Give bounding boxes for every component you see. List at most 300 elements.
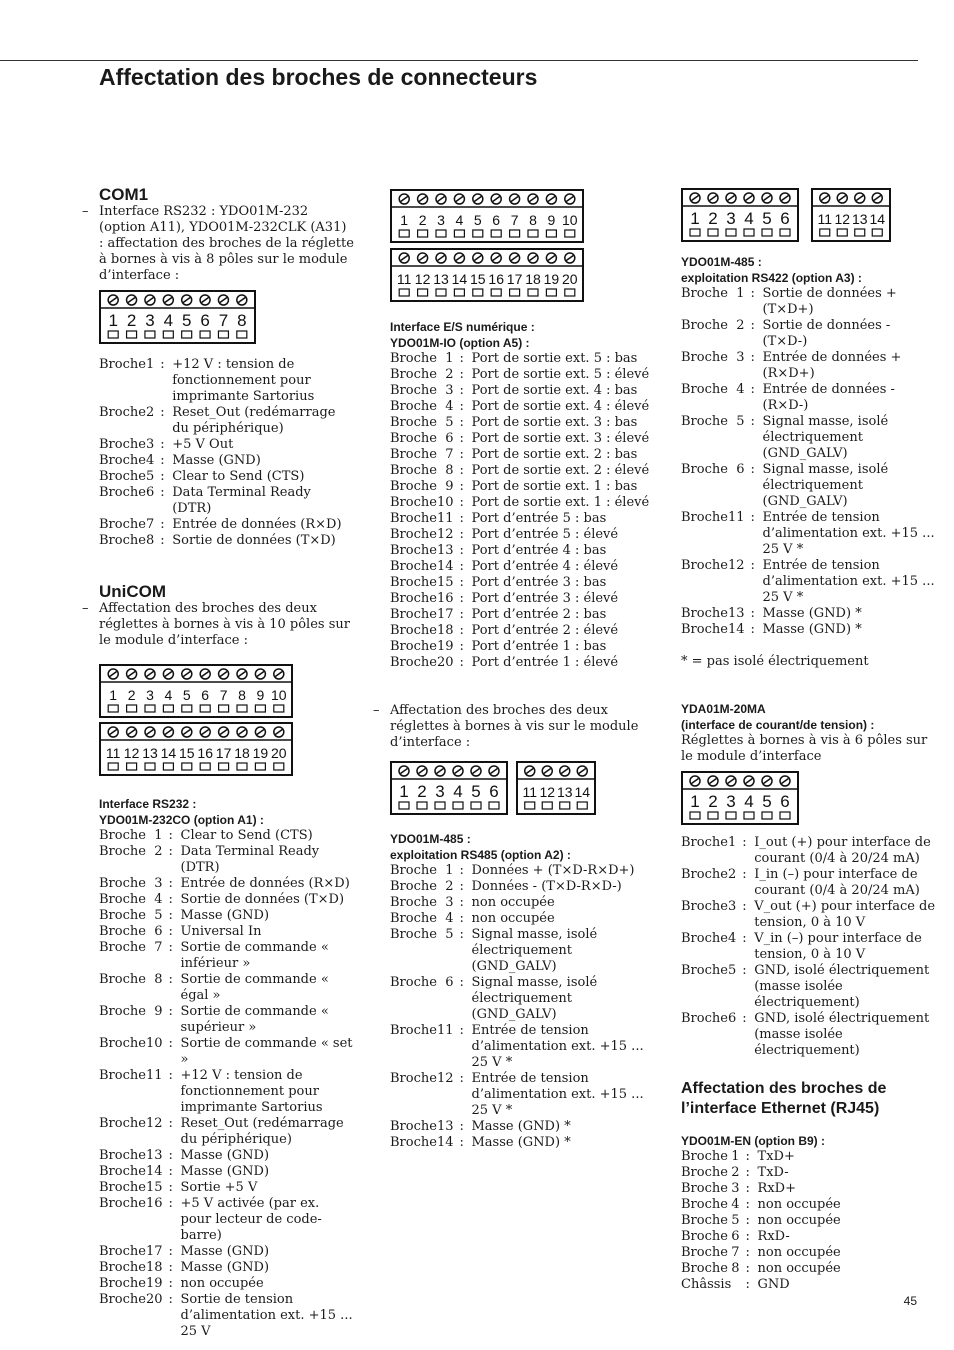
pin-row	[681, 558, 939, 606]
page-number: 45	[903, 1294, 917, 1308]
pin-description: Sortie de commande « supérieur »	[180, 1004, 329, 1035]
pin-row	[390, 895, 650, 911]
pin-number: 1	[445, 351, 454, 366]
pin-description: Clear to Send (CTS)	[180, 828, 313, 843]
pin-number: 1	[731, 1149, 740, 1164]
pin-row	[681, 867, 939, 899]
pin-word: Broche	[99, 940, 146, 955]
terminal-label: 3	[435, 782, 445, 801]
pin-word: Broche	[390, 351, 437, 366]
pin-description: Port de sortie ext. 2 : bas	[471, 447, 638, 462]
pin-colon: :	[750, 414, 755, 429]
pin-colon: :	[168, 1196, 173, 1211]
pin-colon: :	[750, 382, 755, 397]
pin-word: Broche	[390, 911, 437, 926]
terminal-label: 2	[126, 311, 137, 330]
pin-number: 16	[145, 1196, 163, 1211]
pin-colon: :	[745, 1197, 750, 1212]
terminal-label: 13	[556, 784, 573, 800]
pin-row	[99, 1148, 354, 1164]
pin-row	[99, 1116, 354, 1148]
pin-colon: :	[459, 415, 464, 430]
pin-number: 6	[154, 924, 163, 939]
pin-row	[99, 1004, 354, 1036]
pin-word: Broche	[390, 431, 437, 446]
terminal-label: 14	[869, 211, 886, 227]
pin-word: Broche	[99, 469, 146, 484]
pin-colon: :	[168, 1260, 173, 1275]
pin-row	[99, 1164, 354, 1180]
pin-word: Broche	[390, 367, 437, 382]
terminal-label: 18	[234, 745, 250, 761]
pin-number: 11	[145, 1068, 163, 1083]
pin-row	[681, 1197, 841, 1213]
pin-description: Port de sortie ext. 5 : élevé	[471, 367, 650, 382]
pin-number: 2	[731, 1165, 740, 1180]
pin-word: Broche	[99, 892, 146, 907]
pin-colon: :	[168, 876, 173, 891]
terminal-label: 19	[543, 271, 560, 287]
pin-colon: :	[168, 1180, 173, 1195]
pin-row	[390, 463, 649, 479]
rs422-subtitle-1: YDO01M-485 :	[681, 255, 762, 269]
pin-word: Broche	[390, 863, 437, 878]
pin-colon: :	[745, 1165, 750, 1180]
pin-description: Masse (GND)	[180, 1244, 270, 1259]
terminal-label: 16	[197, 745, 213, 761]
com1-pin-table	[99, 357, 354, 549]
pin-colon: :	[168, 1116, 173, 1131]
pin-word: Broche	[99, 908, 146, 923]
pin-description: Port de sortie ext. 5 : bas	[471, 351, 638, 366]
pin-row	[390, 431, 649, 447]
column-left	[99, 185, 354, 1340]
pin-number: 11	[727, 510, 745, 525]
rs485-connectors	[390, 761, 650, 815]
pin-word: Broche	[99, 1276, 146, 1291]
pin-description: +12 V : tension de fonctionnement pour imprimante Sartorius	[180, 1068, 323, 1115]
terminal-label: 3	[145, 311, 155, 330]
pin-description: Entrée de tension d’alimentation ext. +15 ... 25 V *	[471, 1023, 644, 1070]
pin-row	[390, 1119, 650, 1135]
yda-connector-diagram	[681, 771, 799, 825]
unicom-title: UniCOM	[99, 582, 167, 601]
pin-colon: :	[750, 462, 755, 477]
pin-colon: :	[459, 1023, 464, 1038]
pin-row	[99, 1180, 354, 1196]
pin-row	[681, 963, 939, 1011]
pin-row	[390, 607, 649, 623]
pin-row	[681, 899, 939, 931]
pin-description: I_in (–) pour interface de courant (0/4 à 20/24 mA)	[754, 867, 920, 898]
pin-word: Broche	[390, 415, 437, 430]
pin-colon: :	[160, 517, 165, 532]
pin-word: Broche	[99, 405, 146, 420]
pin-row	[681, 382, 939, 414]
terminal-label: 6	[489, 782, 499, 801]
pin-description: Entrée de données (R×D)	[180, 876, 350, 891]
terminal-label: 8	[238, 687, 246, 703]
pin-word: Broche	[99, 357, 146, 372]
pin-row	[99, 844, 354, 876]
pin-word: Broche	[681, 1181, 728, 1196]
com1-intro: – Interface RS232 : YDO01M-232 (option A11), YDO01M-232CLK (A31) : affectation des broches de la réglette à bornes à vis à 8 pôles sur le module d’interface :	[99, 204, 354, 284]
terminal-label: 5	[181, 311, 192, 330]
pin-colon: :	[160, 485, 165, 500]
terminal-label: 6	[780, 209, 790, 228]
pin-row	[99, 485, 354, 517]
pin-row	[390, 383, 649, 399]
pin-number: 14	[727, 622, 745, 637]
pin-number: 13	[145, 1148, 163, 1163]
unicom-pin-table	[99, 828, 354, 1340]
pin-row	[390, 639, 649, 655]
pin-colon: :	[459, 655, 464, 670]
pin-word: Broche	[390, 511, 437, 526]
pin-number: 9	[445, 479, 454, 494]
pin-number: 7	[145, 517, 155, 532]
terminal-label: 8	[529, 212, 537, 228]
pin-row	[681, 510, 939, 558]
terminal-label: 9	[256, 687, 265, 703]
pin-row	[681, 1261, 841, 1277]
pin-word: Broche	[681, 1261, 728, 1276]
terminal-label: 2	[418, 212, 427, 228]
pin-number: 17	[436, 607, 454, 622]
terminal-label: 5	[473, 212, 482, 228]
pin-number: 3	[736, 350, 745, 365]
terminal-label: 12	[123, 745, 140, 761]
pin-description: Port d’entrée 2 : bas	[471, 607, 607, 622]
pin-word: Broche	[99, 437, 146, 452]
pin-colon: :	[168, 1036, 173, 1051]
rs422-subtitle-2: exploitation RS422 (option A3) :	[681, 271, 862, 285]
yda-subtitle-1: YDA01M-20MA	[681, 702, 766, 716]
pin-colon: :	[459, 495, 464, 510]
rs422-connectors	[681, 188, 939, 242]
unicom-connector-1-10	[99, 664, 295, 718]
pin-colon: :	[745, 1213, 750, 1228]
pin-row	[99, 876, 354, 892]
pin-row	[390, 495, 649, 511]
pin-description: +5 V Out	[172, 437, 234, 452]
pin-number: 14	[436, 559, 454, 574]
pin-word: Broche	[99, 1244, 146, 1259]
pin-description: Sortie de commande « égal »	[180, 972, 329, 1003]
pin-description: Sortie +5 V	[180, 1180, 258, 1195]
pin-word: Broche	[99, 533, 146, 548]
pin-word: Broche	[681, 318, 728, 333]
pin-row	[390, 447, 649, 463]
pin-row	[390, 975, 650, 1023]
terminal-label: 1	[108, 311, 118, 330]
pin-number: 13	[436, 543, 454, 558]
terminal-label: 1	[690, 209, 700, 228]
pin-description: Signal masse, isolé électriquement (GND_GALV)	[762, 414, 889, 461]
pin-colon: :	[168, 1244, 173, 1259]
terminal-label: 9	[547, 212, 556, 228]
pin-row	[681, 1213, 841, 1229]
pin-colon: :	[459, 1135, 464, 1150]
pin-word: Broche	[390, 895, 437, 910]
pin-description: non occupée	[471, 911, 555, 926]
pin-number: 20	[436, 655, 454, 670]
pin-colon: :	[742, 899, 747, 914]
pin-description: Données - (T×D-R×D-)	[471, 879, 622, 894]
pin-colon: :	[750, 510, 755, 525]
terminal-label: 12	[414, 271, 431, 287]
pin-number: 8	[154, 972, 163, 987]
terminal-label: 12	[539, 784, 556, 800]
terminal-label: 5	[471, 782, 481, 801]
pin-description: GND	[757, 1277, 790, 1292]
pin-colon: :	[459, 639, 464, 654]
pin-description: I_out (+) pour interface de courant (0/4 à 20/24 mA)	[754, 835, 931, 866]
terminal-label: 1	[399, 782, 409, 801]
pin-number: 3	[731, 1181, 740, 1196]
pin-colon: :	[459, 543, 464, 558]
pin-number: 6	[727, 1011, 737, 1026]
pin-description: Entrée de tension d’alimentation ext. +15 ... 25 V *	[762, 510, 935, 557]
pin-colon: :	[160, 533, 165, 548]
terminal-label: 5	[762, 209, 772, 228]
pin-number: 20	[145, 1292, 163, 1307]
pin-word: Broche	[390, 399, 437, 414]
terminal-label: 4	[453, 782, 463, 801]
pin-colon: :	[459, 479, 464, 494]
pin-word: Broche	[99, 1260, 146, 1275]
pin-number: 9	[154, 1004, 163, 1019]
pin-description: V_out (+) pour interface de tension, 0 à 10 V	[754, 899, 936, 930]
header-rule	[0, 60, 918, 61]
terminal-label: 1	[109, 687, 118, 703]
terminal-label: 11	[817, 211, 833, 227]
pin-row	[99, 533, 354, 549]
pin-row	[99, 908, 354, 924]
pin-colon: :	[168, 1292, 173, 1307]
pin-number: 5	[445, 415, 454, 430]
pin-row	[390, 559, 649, 575]
pin-description: Port d’entrée 1 : bas	[471, 639, 607, 654]
pin-description: Signal masse, isolé électriquement (GND_GALV)	[471, 927, 598, 974]
terminal-block-frame	[100, 291, 255, 343]
pin-word: Broche	[681, 414, 728, 429]
pin-word: Broche	[390, 559, 437, 574]
pin-word: Châssis	[681, 1277, 732, 1292]
pin-description: Port d’entrée 4 : bas	[471, 543, 607, 558]
pin-colon: :	[459, 559, 464, 574]
pin-word: Broche	[99, 453, 146, 468]
pin-row	[99, 1196, 354, 1244]
pin-colon: :	[160, 469, 165, 484]
pin-row	[390, 1071, 650, 1119]
terminal-label: 5	[762, 792, 772, 811]
pin-colon: :	[168, 972, 173, 987]
pin-colon: :	[160, 437, 165, 452]
pin-row	[681, 414, 939, 462]
terminal-label: 12	[834, 211, 851, 227]
pin-colon: :	[750, 350, 755, 365]
pin-word: Broche	[99, 517, 146, 532]
pin-word: Broche	[99, 924, 146, 939]
pin-colon: :	[750, 606, 755, 621]
pin-number: 4	[445, 399, 454, 414]
terminal-label: 3	[146, 687, 154, 703]
pin-description: Port d’entrée 5 : bas	[471, 511, 607, 526]
pin-row	[390, 367, 649, 383]
pin-description: Signal masse, isolé électriquement (GND_GALV)	[762, 462, 889, 509]
pin-number: 5	[154, 908, 163, 923]
terminal-label: 13	[142, 745, 158, 761]
pin-word: Broche	[390, 447, 437, 462]
pin-colon: :	[742, 963, 747, 978]
pin-colon: :	[168, 940, 173, 955]
pin-number: 16	[436, 591, 454, 606]
pin-description: Reset_Out (redémarrage du périphérique)	[172, 405, 336, 436]
pin-row	[681, 931, 939, 963]
pin-row	[681, 1011, 939, 1059]
terminal-label: 7	[510, 212, 519, 228]
pin-description: Données + (T×D-R×D+)	[471, 863, 635, 878]
pin-word: Broche	[681, 835, 728, 850]
pin-row	[390, 543, 649, 559]
terminal-label: 4	[455, 212, 464, 228]
terminal-label: 5	[182, 687, 191, 703]
pin-colon: :	[459, 463, 464, 478]
rs485-intro: – Affectation des broches des deux réglettes à bornes à vis sur le module d’interface :	[390, 703, 650, 751]
pin-row	[99, 357, 354, 405]
pin-number: 11	[436, 511, 454, 526]
pin-description: non occupée	[180, 1276, 264, 1291]
terminal-label: 4	[163, 311, 174, 330]
pin-word: Broche	[390, 879, 437, 894]
pin-number: 14	[145, 1164, 163, 1179]
pin-description: Masse (GND) *	[471, 1135, 571, 1150]
pin-description: Masse (GND) *	[471, 1119, 571, 1134]
pin-description: Port d’entrée 4 : élevé	[471, 559, 619, 574]
terminal-label: 2	[127, 687, 136, 703]
pin-row	[681, 318, 939, 350]
pin-description: Clear to Send (CTS)	[172, 469, 305, 484]
pin-description: Port d’entrée 2 : élevé	[471, 623, 619, 638]
pin-row	[390, 879, 650, 895]
pin-colon: :	[742, 835, 747, 850]
terminal-label: 14	[451, 271, 468, 287]
terminal-label: 11	[105, 745, 121, 761]
pin-description: GND, isolé électriquement (masse isolée électriquement)	[754, 1011, 930, 1058]
pin-description: Sortie de tension d’alimentation ext. +15 ... 25 V	[180, 1292, 353, 1339]
pin-number: 8	[731, 1261, 740, 1276]
pin-row	[99, 517, 354, 533]
unicom-subtitle-2: YDO01M-232CO (option A1) :	[99, 813, 264, 827]
pin-word: Broche	[681, 622, 728, 637]
rs485-connector-1-6	[390, 761, 508, 815]
pin-description: non occupée	[757, 1213, 841, 1228]
rs422-pin-table	[681, 286, 939, 638]
pin-row	[390, 655, 649, 671]
pin-description: Masse (GND)	[180, 1164, 270, 1179]
pin-row	[99, 972, 354, 1004]
pin-description: Masse (GND)	[180, 1260, 270, 1275]
terminal-label: 16	[488, 271, 504, 287]
pin-word: Broche	[390, 463, 437, 478]
rs485-subtitle-2: exploitation RS485 (option A2) :	[390, 848, 571, 862]
pin-number: 14	[436, 1135, 454, 1150]
terminal-label: 15	[470, 271, 486, 287]
pin-row	[390, 415, 649, 431]
pin-number: 5	[145, 469, 155, 484]
pin-number: 2	[445, 879, 454, 894]
pin-number: 4	[731, 1197, 740, 1212]
pin-description: non occupée	[757, 1245, 841, 1260]
pin-word: Broche	[681, 606, 728, 621]
pin-row	[390, 527, 649, 543]
pin-description: Sortie de commande « set »	[180, 1036, 353, 1067]
pin-number: 10	[436, 495, 454, 510]
pin-number: 5	[731, 1213, 740, 1228]
pin-row	[99, 1068, 354, 1116]
terminal-label: 1	[400, 212, 409, 228]
pin-number: 4	[154, 892, 163, 907]
pin-word: Broche	[681, 350, 728, 365]
pin-word: Broche	[390, 591, 437, 606]
pin-row	[390, 511, 649, 527]
pin-number: 15	[436, 575, 454, 590]
pin-word: Broche	[390, 655, 437, 670]
pin-description: Port de sortie ext. 4 : élevé	[471, 399, 650, 414]
pin-colon: :	[459, 1071, 464, 1086]
pin-colon: :	[160, 453, 165, 468]
pin-colon: :	[745, 1261, 750, 1276]
pin-description: RxD+	[757, 1181, 796, 1196]
pin-description: Masse (GND)	[180, 1148, 270, 1163]
io-subtitle-2: YDO01M-IO (option A5) :	[390, 336, 530, 350]
pin-description: Sortie de données (T×D)	[180, 892, 345, 907]
terminal-label: 19	[252, 745, 269, 761]
unicom-connector-11-20	[99, 722, 295, 776]
terminal-label: 11	[522, 784, 538, 800]
pin-number: 2	[145, 405, 155, 420]
pin-colon: :	[745, 1149, 750, 1164]
pin-description: V_in (–) pour interface de tension, 0 à 10 V	[754, 931, 922, 962]
pin-row	[390, 351, 649, 367]
pin-number: 3	[145, 437, 155, 452]
pin-number: 1	[154, 828, 163, 843]
yda-intro: Réglettes à bornes à vis à 6 pôles sur le module d’interface	[681, 733, 928, 764]
pin-number: 7	[154, 940, 163, 955]
pin-description: Sortie de données (T×D)	[172, 533, 336, 548]
terminal-label: 10	[271, 687, 287, 703]
pin-number: 10	[145, 1036, 163, 1051]
pin-colon: :	[459, 351, 464, 366]
pin-word: Broche	[99, 844, 146, 859]
pin-number: 7	[445, 447, 454, 462]
pin-word: Broche	[681, 867, 728, 882]
rs485-pin-table	[390, 863, 650, 1151]
terminal-label: 17	[215, 745, 232, 761]
pin-number: 13	[727, 606, 745, 621]
pin-word: Broche	[390, 383, 437, 398]
pin-row	[99, 924, 354, 940]
pin-number: 13	[436, 1119, 454, 1134]
pin-colon: :	[459, 863, 464, 878]
column-right	[681, 188, 939, 1293]
pin-number: 4	[145, 453, 155, 468]
pin-number: 19	[436, 639, 454, 654]
pin-row	[99, 437, 354, 453]
pin-word: Broche	[681, 1245, 728, 1260]
terminal-label: 15	[179, 745, 195, 761]
